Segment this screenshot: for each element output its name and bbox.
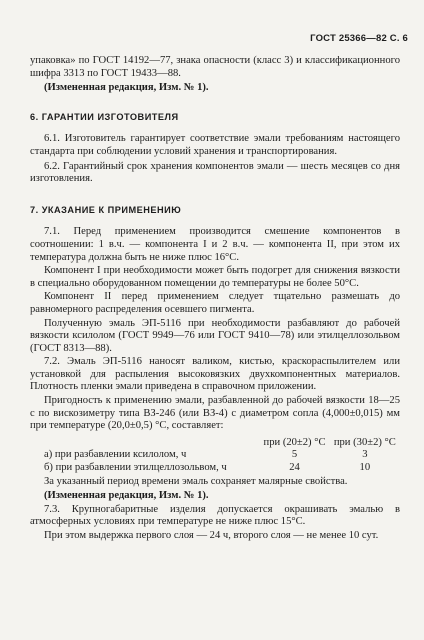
amendment-note: (Измененная редакция, Изм. № 1). <box>44 82 209 94</box>
section-title-6: 6. ГАРАНТИИ ИЗГОТОВИТЕЛЯ <box>30 111 179 122</box>
table-cell: 5 <box>291 449 298 461</box>
paragraph-7-3: 7.3. Крупногабаритные изделия допускается окрашивать эмалью в атмосферных условиях при температуре не ниже плюс 15°С. <box>30 503 400 528</box>
section-title-7: 7. УКАЗАНИЕ К ПРИМЕНЕНИЮ <box>30 204 182 215</box>
table-header-20c: при (20±2) °С <box>263 436 326 448</box>
paragraph-6-1: 6.1. Изготовитель гарантирует соответствие эмали требованиям настоящего стандарта при соблюдении условий хранения и транспортирования. <box>30 133 400 157</box>
paragraph-properties: За указанный период времени эмаль сохраняет малярные свойства. <box>44 475 348 487</box>
paragraph-7-2: 7.2. Эмаль ЭП-5116 наносят валиком, кистью, краскораспылителем или установкой для распыления высоковязких двухкомпонентных материалов. Плотность пленки эмали приведена в справочном приложении. <box>30 356 400 393</box>
table-cell: 3 <box>362 449 368 461</box>
table-cell: 24 <box>289 462 300 474</box>
table-cell: 10 <box>359 462 371 474</box>
table-header-row <box>30 437 400 450</box>
table-row <box>30 449 400 462</box>
table-row-label: а) при разбавлении ксилолом, ч <box>44 449 187 461</box>
table-row <box>30 462 400 475</box>
paragraph-dilution: Полученную эмаль ЭП-5116 при необходимости разбавляют до рабочей вязкости ксилолом (ГОСТ 9949—76 или ГОСТ 9410—78) или этилцеллозольвом (ГОСТ 8313—88). <box>30 317 400 354</box>
table-row-label: б) при разбавлении этилцеллозольвом, ч <box>44 462 227 474</box>
document-body <box>30 55 400 543</box>
page-header: ГОСТ 25366—82 С. 6 <box>310 33 408 44</box>
paragraph-fitness: Пригодность к применению эмали, разбавленной до рабочей вязкости 18—25 с по вискозиметру типа ВЗ-246 (или ВЗ-4) с диаметром сопла (4,000±0,015) мм при температуре (20,0±0,5) °С, составляет: <box>30 395 400 432</box>
pot-life-table <box>30 437 400 475</box>
paragraph-component-1: Компонент I при необходимости может быть подогрет для снижения вязкости в специально оборудованном помещении до температуры не более 50°С. <box>30 265 400 289</box>
paragraph-packaging: упаковка» по ГОСТ 14192—77, знака опасности (класс 3) и классификационного шифра 3313 по ГОСТ 19433—88. <box>30 55 400 79</box>
paragraph-component-2: Компонент II перед применением следует тщательно размешать до равномерного распределения осевшего пигмента. <box>30 291 400 315</box>
paragraph-7-1: 7.1. Перед применением производится смешение компонентов в соотношении: 1 в.ч. — компонента I и 2 в.ч. — компонента II, при этом их температура должна быть не ниже плюс 16°С. <box>30 226 400 263</box>
paragraph-drying: При этом выдержка первого слоя — 24 ч, второго слоя — не менее 10 сут. <box>44 530 379 541</box>
paragraph-6-2: 6.2. Гарантийный срок хранения компонентов эмали — шесть месяцев со дня изготовления. <box>30 160 400 185</box>
table-header-30c: при (30±2) °С <box>333 436 396 448</box>
amendment-note: (Измененная редакция, Изм. № 1). <box>44 490 209 502</box>
